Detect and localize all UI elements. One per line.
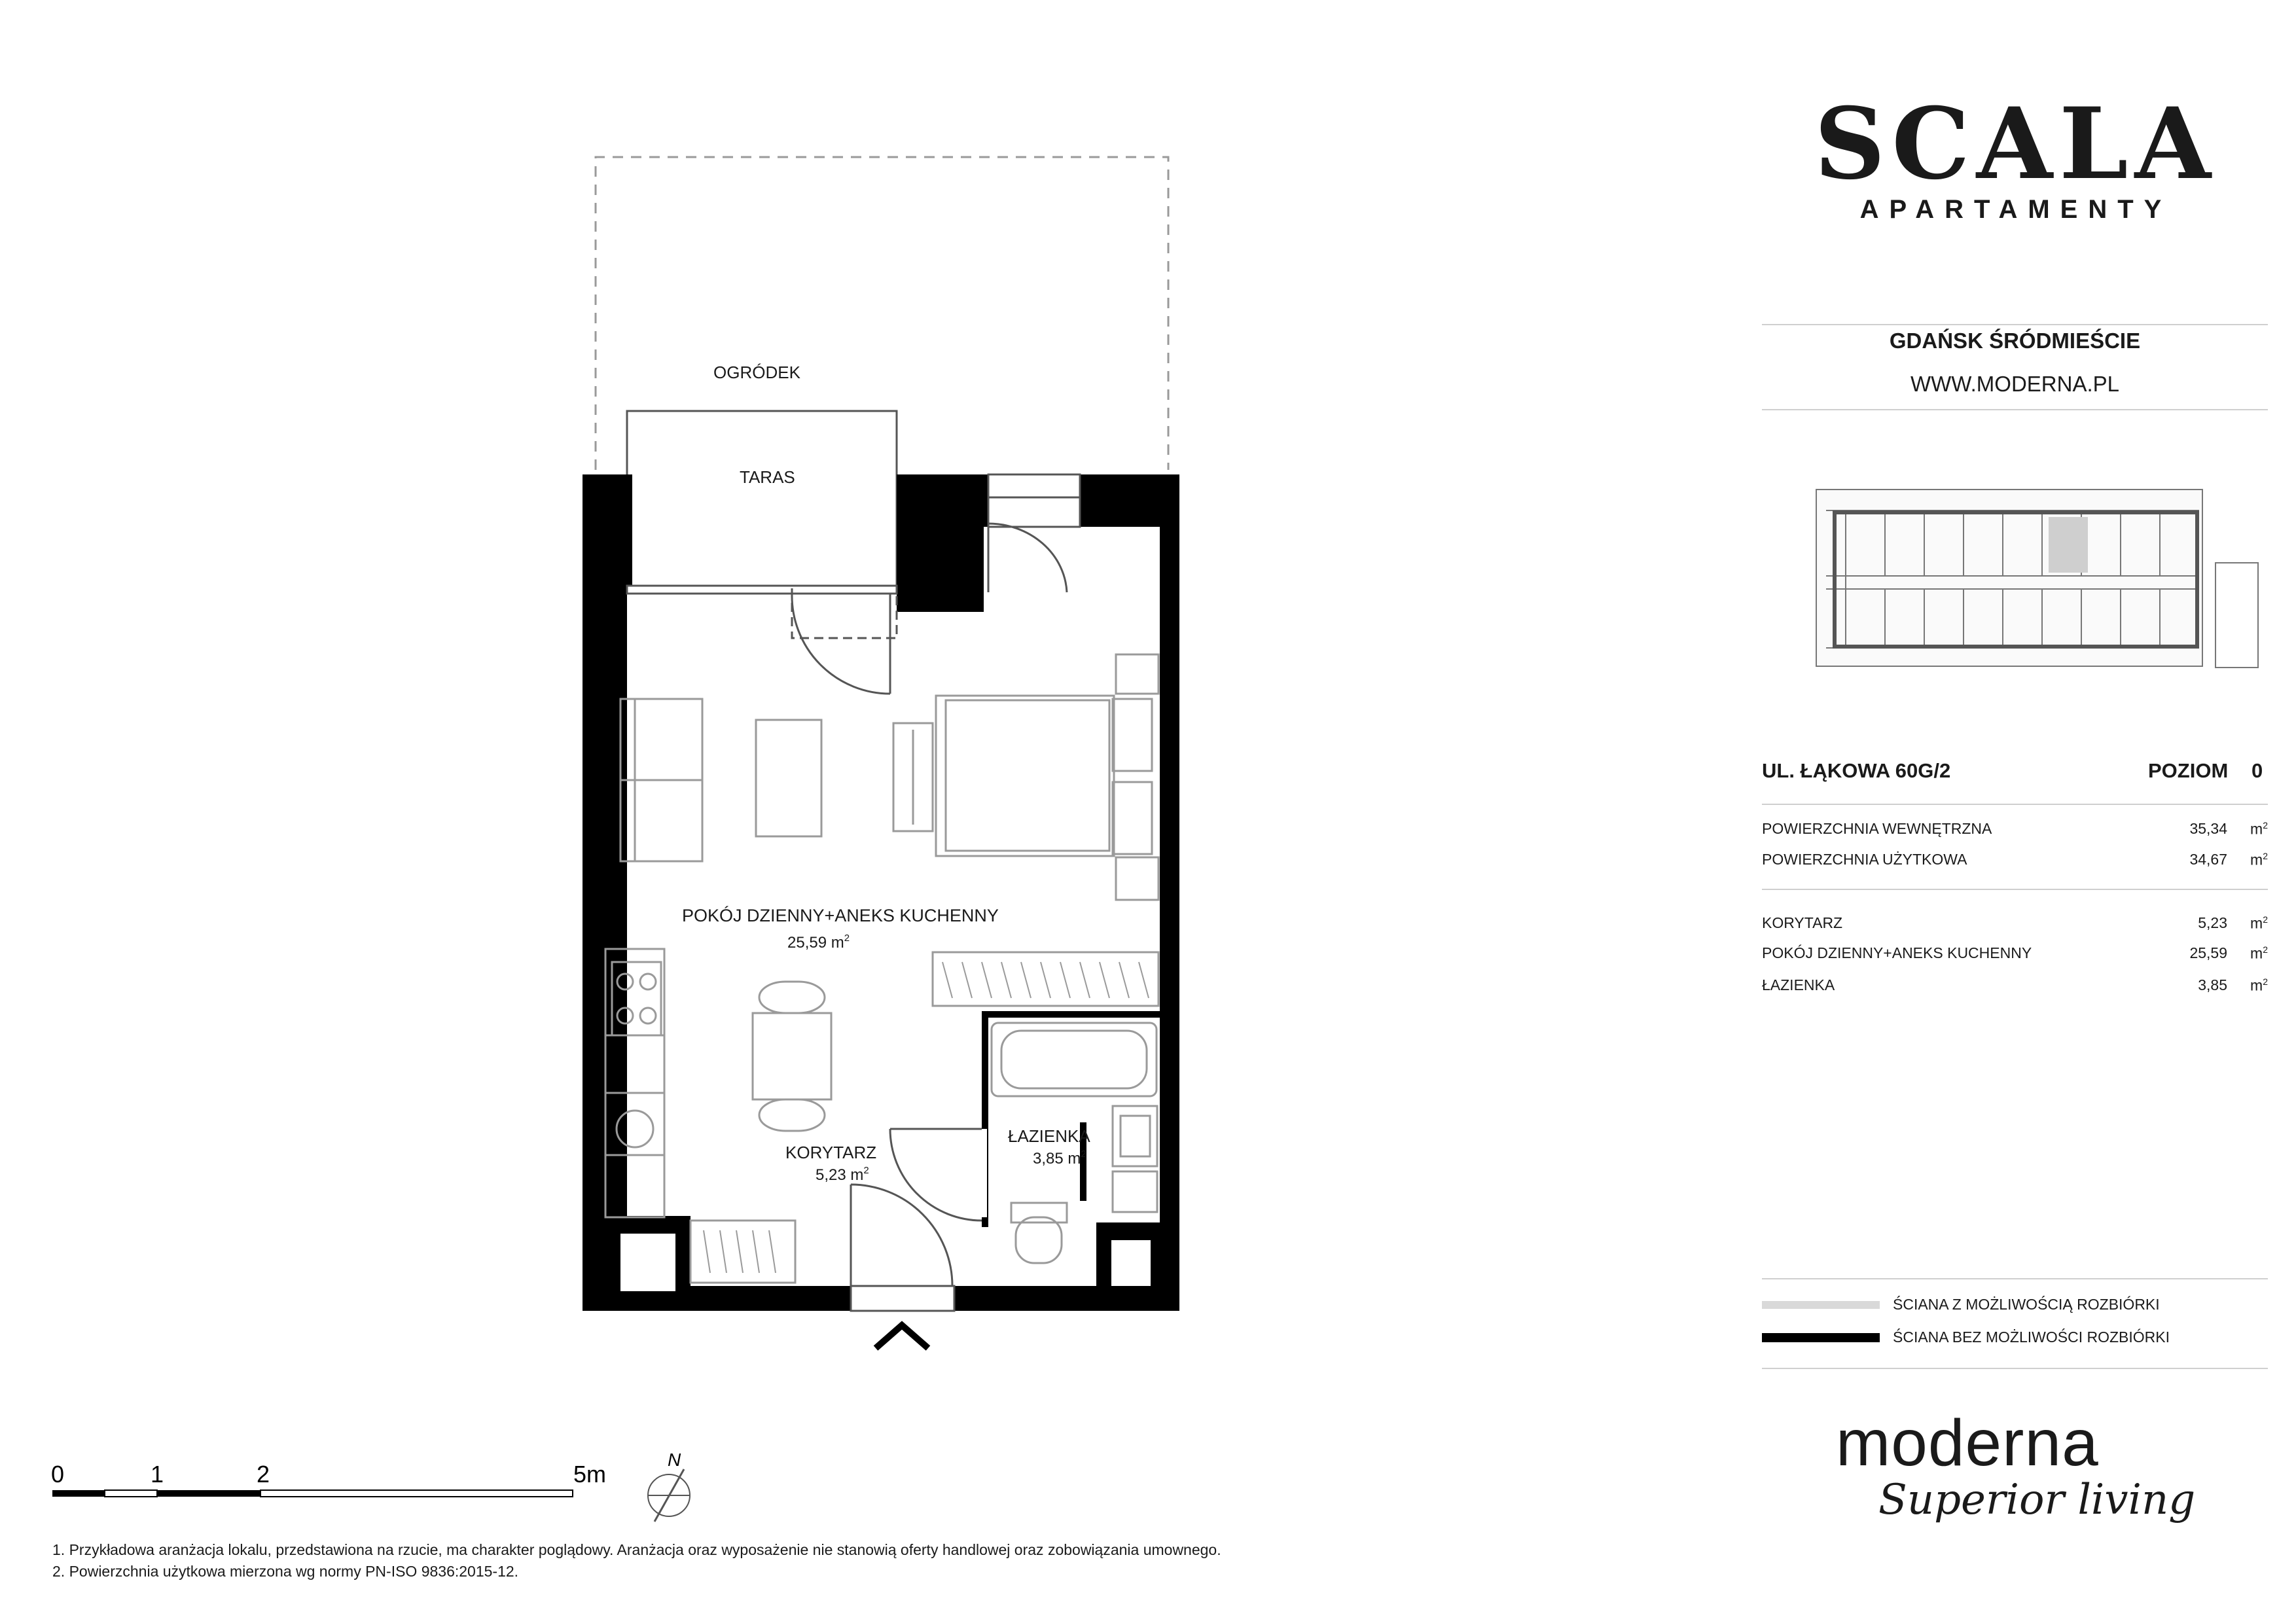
note: 1. Przykładowa aranżacja lokalu, przedstawiona na rzucie, ma charakter poglądowy. Aranżacja oraz wyposażenie nie stanowią oferty handlowej oraz zobowiązania umownego. xyxy=(52,1541,1221,1558)
corridor-area-label: 5,23 $m^2$ xyxy=(816,1165,869,1184)
corridor-label: KORYTARZ xyxy=(785,1143,877,1162)
garden-label: OGRÓDEK xyxy=(713,363,800,382)
bathroom-area-label: 3,85 $m^2$ xyxy=(1033,1149,1086,1168)
hatching xyxy=(704,962,1149,1273)
entrance-arrow-icon xyxy=(876,1325,928,1348)
area-label: POWIERZCHNIA WEWNĘTRZNA xyxy=(1762,820,1992,837)
level-value: 0 xyxy=(2251,759,2263,782)
divider xyxy=(1762,409,2268,410)
scale-tick: 2 xyxy=(257,1461,270,1488)
room-value: 25,59 xyxy=(2189,944,2227,961)
divider xyxy=(1762,1278,2268,1279)
legend-swatch-permanent xyxy=(1762,1333,1880,1342)
divider xyxy=(1762,324,2268,325)
living-area-label: 25,59 $m^2$ xyxy=(787,933,850,952)
area-row xyxy=(1762,820,2268,846)
brand-title: SCALA xyxy=(1814,86,2217,202)
footer-brand-tagline: Superior living xyxy=(1878,1476,2196,1524)
website-label[interactable]: WWW.MODERNA.PL xyxy=(1910,372,2119,396)
divider xyxy=(1762,1368,2268,1369)
legend-swatch-removable xyxy=(1762,1301,1880,1309)
bathroom-door xyxy=(890,1129,982,1221)
room-label: ŁAZIENKA xyxy=(1762,976,1835,993)
room-row xyxy=(1762,914,2268,940)
terrace-label: TARAS xyxy=(740,467,795,487)
room-label: KORYTARZ xyxy=(1762,914,1843,931)
living-label: POKÓJ DZIENNY+ANEKS KUCHENNY xyxy=(682,906,999,925)
scale-tick: 0 xyxy=(51,1461,65,1488)
area-unit: $m^2$ xyxy=(2250,820,2268,838)
divider xyxy=(1762,804,2268,805)
room-row xyxy=(1762,976,2268,1003)
interior-walls xyxy=(982,1011,1160,1227)
terrace xyxy=(627,411,897,591)
area-unit: $m^2$ xyxy=(2250,851,2268,868)
north-arrow-icon xyxy=(648,1450,690,1522)
room-unit: $m^2$ xyxy=(2250,914,2268,932)
walls xyxy=(583,474,1179,1311)
area-value: 35,34 xyxy=(2189,820,2227,837)
room-unit: $m^2$ xyxy=(2250,944,2268,962)
area-value: 34,67 xyxy=(2189,851,2227,868)
bathroom-label: ŁAZIENKA xyxy=(1008,1126,1090,1146)
scale-tick: 1 xyxy=(151,1461,164,1488)
room-row xyxy=(1762,944,2268,971)
room-unit: $m^2$ xyxy=(2250,976,2268,994)
level-label: POZIOM xyxy=(2148,759,2229,782)
scale-bar xyxy=(51,1461,606,1497)
entrance-door xyxy=(851,1185,954,1311)
legend-label: ŚCIANA BEZ MOŻLIWOŚCI ROZBIÓRKI xyxy=(1893,1329,2170,1346)
area-row xyxy=(1762,851,2268,877)
area-label: POWIERZCHNIA UŻYTKOWA xyxy=(1762,851,1967,868)
key-plan-highlight xyxy=(2049,517,2088,573)
room-label: POKÓJ DZIENNY+ANEKS KUCHENNY xyxy=(1762,944,2032,961)
legend-label: ŚCIANA Z MOŻLIWOŚCIĄ ROZBIÓRKI xyxy=(1893,1296,2160,1313)
window-top xyxy=(988,474,1080,592)
brand-subtitle: APARTAMENTY xyxy=(1859,195,2172,224)
north-label: N xyxy=(668,1450,681,1470)
terrace-door xyxy=(627,586,897,694)
footer-brand-name: moderna xyxy=(1836,1406,2099,1480)
divider xyxy=(1762,889,2268,890)
unit-address: UL. ŁĄKOWA 60G/2 xyxy=(1762,759,1951,782)
room-value: 5,23 xyxy=(2198,914,2227,931)
note: 2. Powierzchnia użytkowa mierzona wg normy PN-ISO 9836:2015-12. xyxy=(52,1563,519,1580)
key-plan xyxy=(1816,490,2258,668)
scale-tick: 5m xyxy=(573,1461,607,1488)
room-value: 3,85 xyxy=(2198,976,2227,993)
location-label: GDAŃSK ŚRÓDMIEŚCIE xyxy=(1889,329,2141,353)
